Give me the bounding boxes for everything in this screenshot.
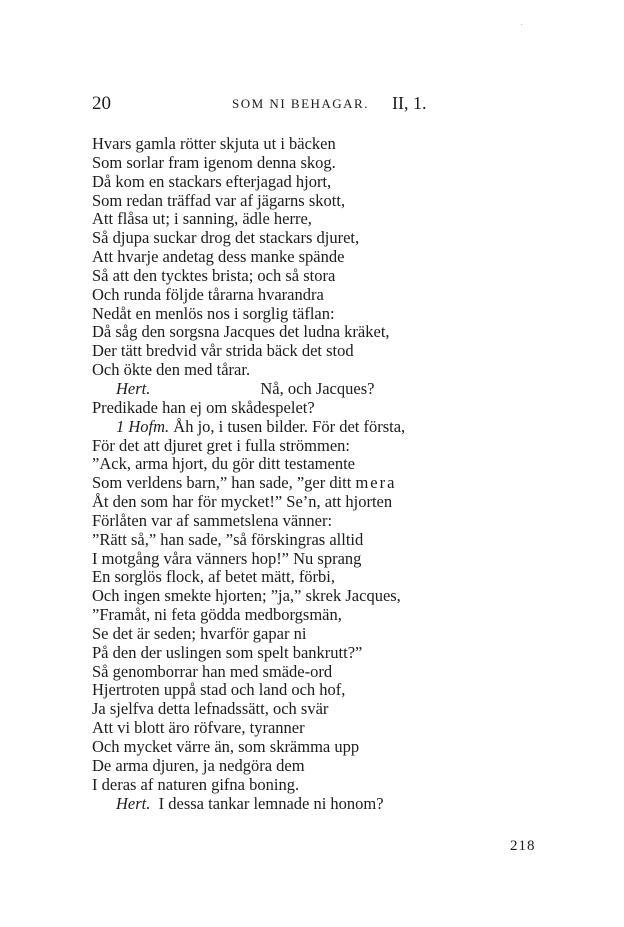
verse-text bbox=[92, 135, 532, 813]
verse-line: ”Ack, arma hjort, du gör ditt testamente bbox=[92, 454, 356, 474]
verse-line: Då kom en stackars efterjagad hjort, bbox=[92, 171, 332, 191]
verse-line: Åt den som har för mycket!” Se’n, att hjorten bbox=[92, 492, 393, 512]
running-head: SOM NI BEHAGAR. bbox=[232, 96, 369, 111]
speaker-name: Hert. bbox=[116, 378, 151, 398]
verse-line: På den der uslingen som spelt bankrutt?” bbox=[92, 642, 363, 662]
verse-line: Och ökte den med tårar. bbox=[92, 360, 251, 380]
scan-mark: · bbox=[520, 20, 524, 31]
verse-line: Att hvarje andetag dess manke spände bbox=[92, 247, 345, 267]
verse-line: I motgång våra vänners hop!” Nu sprang bbox=[92, 548, 362, 568]
speaker-name: 1 Hofm. bbox=[116, 416, 170, 436]
verse-line: De arma djuren, ja nedgöra dem bbox=[92, 755, 305, 775]
dialogue-line bbox=[92, 380, 532, 399]
verse-line: En sorglös flock, af betet mätt, förbi, bbox=[92, 567, 336, 587]
verse-line: Ja sjelfva detta lefnadssätt, och svär bbox=[92, 699, 329, 719]
verse-line: Så djupa suckar drog det stackars djuret, bbox=[92, 228, 360, 248]
dialogue-line bbox=[92, 418, 532, 437]
verse-line: Och ingen smekte hjorten; ”ja,” skrek Jacques, bbox=[92, 586, 401, 606]
verse-line: För det att djuret gret i fulla strömmen: bbox=[92, 435, 350, 455]
verse-line: Och mycket värre än, som skrämma upp bbox=[92, 737, 360, 756]
verse-line: Då såg den sorgsna Jacques det ludna kräket, bbox=[92, 322, 390, 342]
verse-line: Predikade han ej om skådespelet? bbox=[92, 397, 315, 417]
verse-line: Som sorlar fram igenom denna skog. bbox=[92, 152, 336, 172]
verse-line: Så genomborrar han med smäde-ord bbox=[92, 661, 333, 681]
page-number: 20 bbox=[92, 93, 111, 114]
speech-text: I dessa tankar lemnade ni honom? bbox=[158, 793, 384, 813]
page-header bbox=[92, 93, 452, 117]
verse-line: I deras af naturen gifna boning. bbox=[92, 774, 300, 794]
verse-line: ”Framåt, ni feta gödda medborgsmän, bbox=[92, 605, 342, 625]
emphasized-word: mera bbox=[355, 473, 397, 493]
verse-line: Förlåten var af sammetslena vänner: bbox=[92, 510, 333, 530]
verse-line: Som redan träffad var af jägarns skott, bbox=[92, 190, 346, 210]
speech-text: Åh jo, i tusen bilder. För det första, bbox=[173, 416, 406, 436]
verse-line: Nedåt en menlös nos i sorglig täflan: bbox=[92, 303, 335, 323]
verse-line: ”Rätt så,” han sade, ”så förskingras alltid bbox=[92, 529, 364, 549]
verse-line: Att vi blott äro röfvare, tyranner bbox=[92, 718, 305, 738]
speaker-name: Hert. bbox=[116, 793, 151, 813]
verse-line: Hvars gamla rötter skjuta ut i bäcken bbox=[92, 134, 336, 153]
verse-line: Se det är seden; hvarför gapar ni bbox=[92, 623, 307, 643]
verse-line: Och runda följde tårarna hvarandra bbox=[92, 284, 324, 304]
verse-line: Der tätt bredvid vår strida bäck det stod bbox=[92, 341, 354, 361]
verse-line: Så att den tycktes brista; och så stora bbox=[92, 265, 336, 285]
verse-line: Hjertroten uppå stad och land och hof, bbox=[92, 680, 346, 700]
verse-line: Att flåsa ut; i sanning, ädle herre, bbox=[92, 209, 312, 229]
act-scene: II, 1. bbox=[392, 93, 427, 113]
speech-text: Nå, och Jacques? bbox=[260, 378, 375, 398]
signature-number: 218 bbox=[510, 838, 536, 854]
verse-text-part: Som verldens barn,” han sade, ”ger ditt bbox=[92, 473, 356, 493]
dialogue-line bbox=[92, 795, 532, 814]
verse-line bbox=[92, 474, 532, 493]
